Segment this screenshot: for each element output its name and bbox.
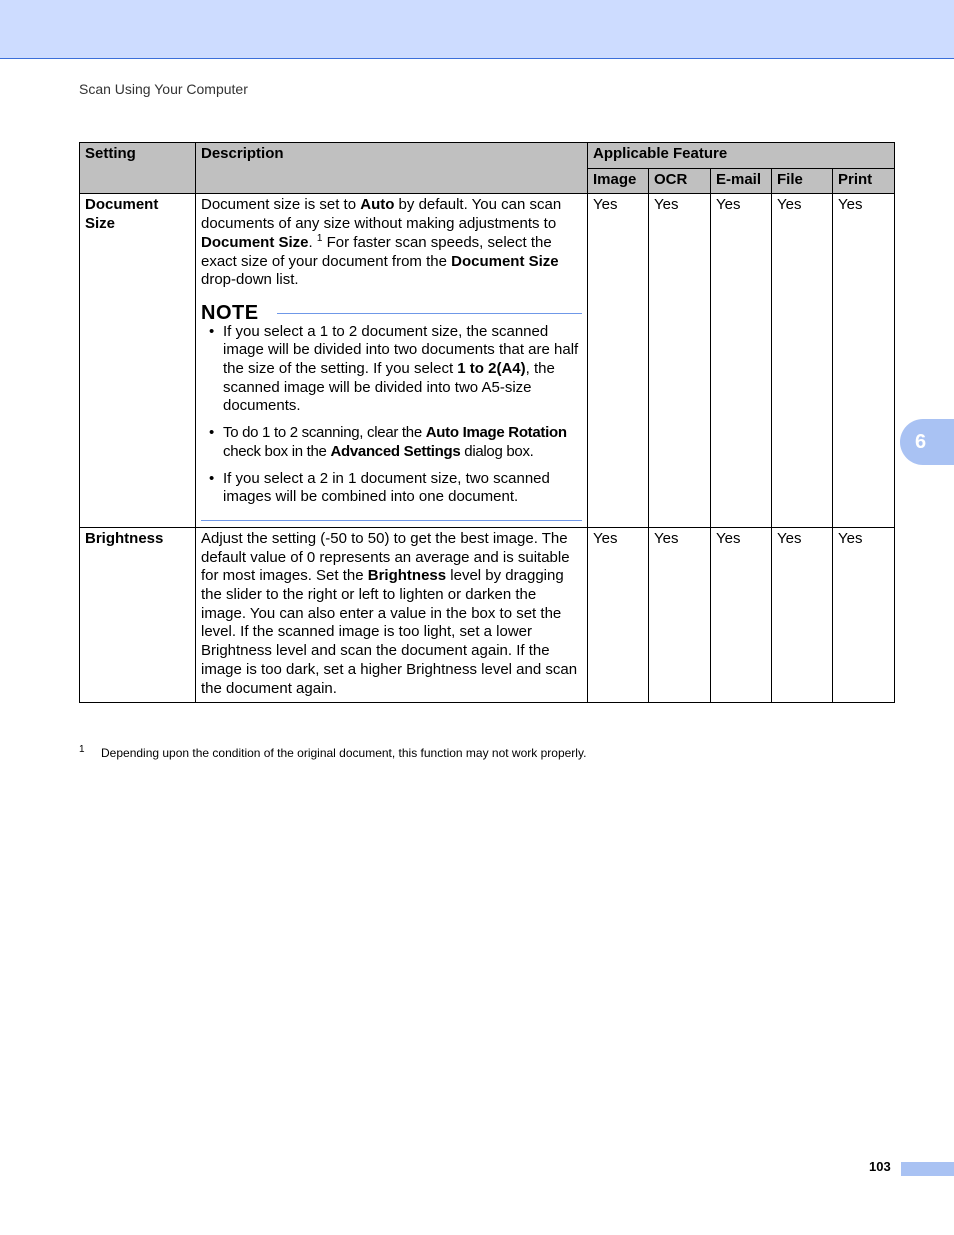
value-email: Yes [711, 194, 772, 528]
footnote-text: Depending upon the condition of the original document, this function may not work properly. [101, 746, 587, 760]
header-description: Description [196, 143, 588, 194]
note-title: NOTE [201, 301, 259, 324]
settings-table [79, 142, 895, 703]
footnote [79, 746, 879, 760]
table-row-document-size [80, 194, 895, 528]
description-cell [196, 527, 588, 702]
header-print: Print [833, 168, 895, 194]
description-text: Document size is set to Auto by default. You can scan documents of any size without making adjustments to Document Size. $^1$ For faster scan speeds, select the exact size of your document from the Document Size drop-down list. [201, 196, 562, 289]
value-file: Yes [772, 527, 833, 702]
header-image: Image [588, 168, 649, 194]
footer-band [901, 1162, 954, 1176]
value-file: Yes [772, 194, 833, 528]
chapter-tab [900, 419, 954, 465]
value-email: Yes [711, 527, 772, 702]
value-ocr: Yes [649, 527, 711, 702]
value-image: Yes [588, 527, 649, 702]
header-file: File [772, 168, 833, 194]
footnote-marker: 1 [79, 744, 85, 755]
running-title: Scan Using Your Computer [79, 81, 248, 97]
note-item: • If you select a 2 in 1 document size, two scanned images will be combined into one document. [201, 470, 582, 507]
note-rule [277, 313, 582, 314]
table-row-brightness [80, 527, 895, 702]
top-header-band [0, 0, 954, 59]
value-print: Yes [833, 527, 895, 702]
header-row-1 [80, 143, 895, 169]
note-item: • If you select a 1 to 2 document size, the scanned image will be divided into two documents that are half the size of the setting. If you select 1 to 2(A4), the scanned image will be divided into two A5-size documents. [201, 323, 582, 417]
setting-cell: Document Size [80, 194, 196, 528]
note-item: • To do 1 to 2 scanning, clear the Auto Image Rotation check box in the Advanced Settings dialog box. [201, 424, 582, 461]
header-setting: Setting [80, 143, 196, 194]
description-cell [196, 194, 588, 528]
header-email: E-mail [711, 168, 772, 194]
footnote-reference: 1 [316, 232, 323, 244]
note-box [201, 301, 582, 521]
description-text: Adjust the setting (-50 to 50) to get the best image. The default value of 0 represents an average and is suitable for most images. Set the Brightness level by dragging the slider to the right or left to lighten or darken the image. You can also enter a value in the box to set the level. If the scanned image is too light, set a lower Brightness level and scan the document again. If the image is too dark, set a higher Brightness level and scan the document again. [201, 529, 578, 697]
page-number: 103 [869, 1159, 891, 1174]
note-bottom-rule [201, 520, 582, 521]
header-applicable-feature: Applicable Feature [588, 143, 895, 169]
header-ocr: OCR [649, 168, 711, 194]
value-image: Yes [588, 194, 649, 528]
value-print: Yes [833, 194, 895, 528]
value-ocr: Yes [649, 194, 711, 528]
note-list [201, 323, 582, 507]
setting-cell: Brightness [80, 527, 196, 702]
chapter-number: 6 [915, 431, 927, 453]
